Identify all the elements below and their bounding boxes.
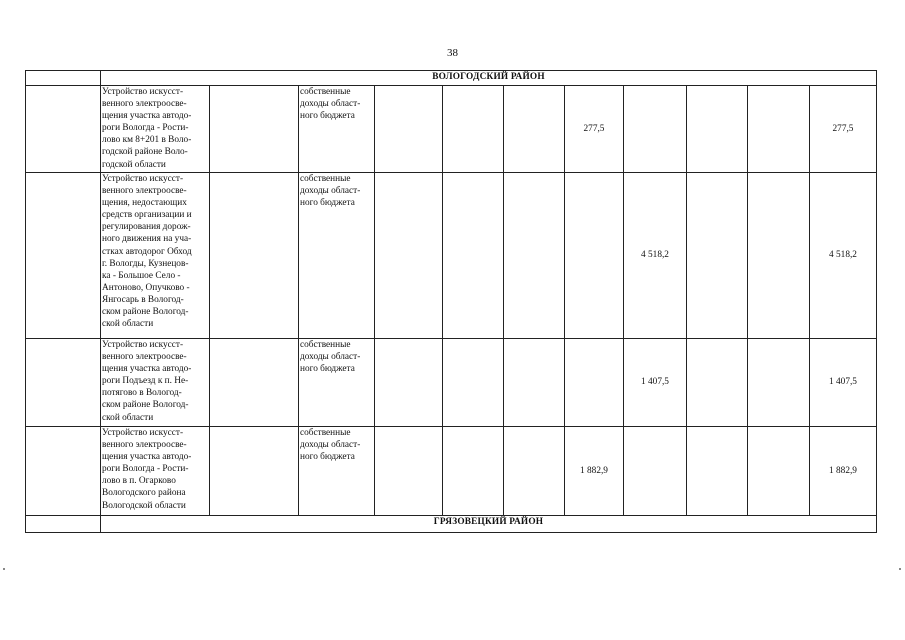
amount-cell: 277,5 bbox=[565, 86, 624, 173]
table-cell bbox=[748, 427, 810, 516]
table-cell bbox=[210, 427, 299, 516]
district-header: ГРЯЗОВЕЦКИЙ РАЙОН bbox=[101, 516, 877, 533]
funding-source: собственные доходы област- ного бюджета bbox=[300, 87, 361, 122]
table-cell bbox=[26, 71, 101, 86]
table-cell bbox=[375, 86, 443, 173]
scan-mark bbox=[899, 568, 901, 570]
table-cell bbox=[210, 86, 299, 173]
table-cell bbox=[504, 427, 565, 516]
table-cell bbox=[375, 427, 443, 516]
funding-source: собственные доходы област- ного бюджета bbox=[300, 428, 361, 463]
table-cell bbox=[26, 86, 101, 173]
total-cell: 1 882,9 bbox=[810, 427, 877, 516]
total-cell: 1 407,5 bbox=[810, 339, 877, 427]
work-description: Устройство искусст- венного электроосве- щения участка автодо- роги Подъезд к п. Не- потягово в Вологод- ском районе Вологод- ской области bbox=[102, 340, 192, 423]
table-cell bbox=[375, 173, 443, 339]
work-description-cell bbox=[101, 173, 210, 339]
work-description: Устройство искусст- венного электроосве- щения участка автодо- роги Вологда - Рости- лово в п. Огарково Вологодского района Вологодской области bbox=[102, 428, 192, 511]
table-cell bbox=[687, 339, 748, 427]
table-cell bbox=[210, 339, 299, 427]
district-header: ВОЛОГОДСКИЙ РАЙОН bbox=[101, 71, 877, 86]
table-row bbox=[26, 86, 877, 173]
funding-source-cell bbox=[299, 173, 375, 339]
funding-source: собственные доходы област- ного бюджета bbox=[300, 174, 361, 209]
table-cell bbox=[687, 86, 748, 173]
table-cell bbox=[443, 427, 504, 516]
amount-cell bbox=[565, 339, 624, 427]
table-cell bbox=[687, 173, 748, 339]
table-cell bbox=[504, 86, 565, 173]
table-cell bbox=[375, 339, 443, 427]
funding-source-cell bbox=[299, 86, 375, 173]
total-cell: 4 518,2 bbox=[810, 173, 877, 339]
table-cell bbox=[748, 339, 810, 427]
table-cell bbox=[26, 339, 101, 427]
total-cell: 277,5 bbox=[810, 86, 877, 173]
table-cell bbox=[443, 173, 504, 339]
scan-mark bbox=[3, 568, 5, 570]
table-cell bbox=[26, 427, 101, 516]
table-cell bbox=[504, 173, 565, 339]
amount-cell: 1 407,5 bbox=[624, 339, 687, 427]
table-cell bbox=[748, 173, 810, 339]
budget-table bbox=[25, 70, 877, 533]
table-row bbox=[26, 339, 877, 427]
amount-cell: 4 518,2 bbox=[624, 173, 687, 339]
work-description-cell bbox=[101, 339, 210, 427]
table-row bbox=[26, 173, 877, 339]
amount-cell bbox=[565, 173, 624, 339]
table-cell bbox=[443, 339, 504, 427]
amount-cell: 1 882,9 bbox=[565, 427, 624, 516]
table-row bbox=[26, 427, 877, 516]
amount-cell bbox=[624, 86, 687, 173]
amount-cell bbox=[624, 427, 687, 516]
work-description: Устройство искусст- венного электроосве- щения участка автодо- роги Вологда - Рости- лово км 8+201 в Воло- годской районе Воло- годской области bbox=[102, 87, 192, 170]
table-cell bbox=[504, 339, 565, 427]
district-header-row bbox=[26, 516, 877, 533]
work-description: Устройство искусст- венного электроосве- щения, недостающих средств организации и регулирования дорож- ного движения на уча- стках автодорог Обход г. Вологды, Кузнецов- ка - Большое Село - Антоново, Опучково - Янгосарь в Вологод- ском районе Вологод- ской области bbox=[102, 174, 192, 330]
district-header-row bbox=[26, 71, 877, 86]
table-cell bbox=[26, 516, 101, 533]
table-cell bbox=[748, 86, 810, 173]
funding-source-cell bbox=[299, 339, 375, 427]
table-cell bbox=[443, 86, 504, 173]
funding-source-cell bbox=[299, 427, 375, 516]
table-cell bbox=[210, 173, 299, 339]
funding-source: собственные доходы област- ного бюджета bbox=[300, 340, 361, 375]
table-cell bbox=[687, 427, 748, 516]
table-cell bbox=[26, 173, 101, 339]
page-number: 38 bbox=[447, 47, 458, 59]
work-description-cell bbox=[101, 427, 210, 516]
work-description-cell bbox=[101, 86, 210, 173]
